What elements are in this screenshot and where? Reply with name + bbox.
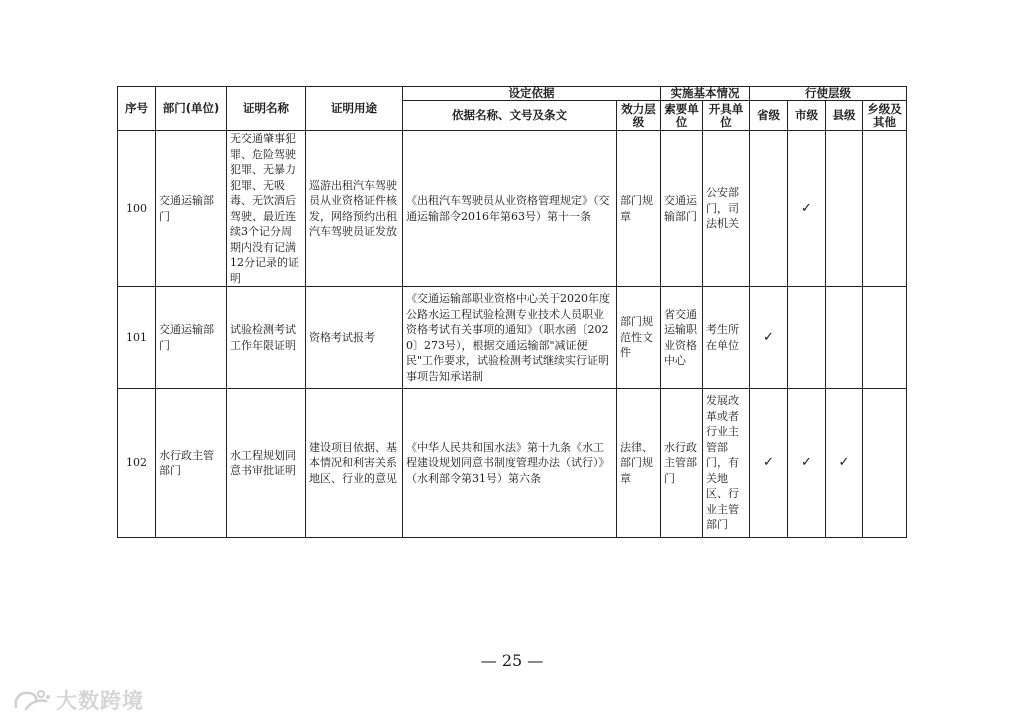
cell-dept: 交通运输部门 xyxy=(156,287,227,389)
cell-basis-name: 《中华人民共和国水法》第十九条《水工程建设规划同意书制度管理办法（试行）》（水利部令第31号）第六条 xyxy=(403,389,617,538)
cell-county: ✓ xyxy=(826,389,863,538)
table-row xyxy=(118,389,907,538)
cell-province xyxy=(750,131,788,287)
cell-cert-name: 试验检测考试工作年限证明 xyxy=(227,287,306,389)
cell-require-unit: 省交通运输职业资格中心 xyxy=(661,287,703,389)
cell-cert-use: 资格考试报考 xyxy=(306,287,403,389)
header-admin-group: 行使层级 xyxy=(750,87,907,101)
cell-issue-unit: 考生所在单位 xyxy=(703,287,750,389)
cell-issue-unit: 公安部门，司法机关 xyxy=(703,131,750,287)
table-header xyxy=(118,87,907,131)
cell-cert-name: 无交通肇事犯罪、危险驾驶犯罪、无暴力犯罪、无吸毒、无饮酒后驾驶、最近连续3个记分周期内没有记满12分记录的证明 xyxy=(227,131,306,287)
cell-cert-name: 水工程规划同意书审批证明 xyxy=(227,389,306,538)
header-dept: 部门(单位) xyxy=(156,87,227,131)
cell-cert-use: 巡游出租汽车驾驶员从业资格证件核发，网络预约出租汽车驾驶员证发放 xyxy=(306,131,403,287)
cell-county xyxy=(826,131,863,287)
cell-cert-use: 建设项目依据、基本情况和利害关系地区、行业的意见 xyxy=(306,389,403,538)
header-require-unit: 索要单位 xyxy=(661,101,703,131)
table-row xyxy=(118,287,907,389)
cell-seq: 100 xyxy=(118,131,156,287)
cell-town xyxy=(863,389,907,538)
watermark-logo-icon xyxy=(12,687,52,713)
cell-dept: 交通运输部门 xyxy=(156,131,227,287)
header-town: 乡级及其他 xyxy=(863,101,907,131)
header-issue-unit: 开具单位 xyxy=(703,101,750,131)
cell-county xyxy=(826,287,863,389)
header-county: 县级 xyxy=(826,101,863,131)
cell-city: ✓ xyxy=(788,131,826,287)
header-cert-name: 证明名称 xyxy=(227,87,306,131)
header-basis-name: 依据名称、文号及条文 xyxy=(403,101,617,131)
cell-town xyxy=(863,287,907,389)
cell-level: 部门规范性文件 xyxy=(617,287,661,389)
cell-province: ✓ xyxy=(750,389,788,538)
table-row xyxy=(118,131,907,287)
header-impl-group: 实施基本情况 xyxy=(661,87,750,101)
cell-level: 法律、部门规章 xyxy=(617,389,661,538)
cell-issue-unit: 发展改革或者行业主管部门，有关地区、行业主管部门 xyxy=(703,389,750,538)
watermark xyxy=(12,686,144,714)
watermark-text: 大数跨境 xyxy=(56,689,144,713)
cell-level: 部门规章 xyxy=(617,131,661,287)
header-level: 效力层级 xyxy=(617,101,661,131)
cell-town xyxy=(863,131,907,287)
certification-table xyxy=(117,86,907,538)
page-number: — 25 — xyxy=(480,651,544,670)
cell-basis-name: 《交通运输部职业资格中心关于2020年度公路水运工程试验检测专业技术人员职业资格考试有关事项的通知》（职水函〔2020〕273号），根据交通运输部"减证便民"工作要求，试验检测考试继续实行证明事项告知承诺制 xyxy=(403,287,617,389)
header-basis-group: 设定依据 xyxy=(403,87,661,101)
cell-dept: 水行政主管部门 xyxy=(156,389,227,538)
cell-city: ✓ xyxy=(788,389,826,538)
cell-require-unit: 交通运输部门 xyxy=(661,131,703,287)
header-city: 市级 xyxy=(788,101,826,131)
cell-seq: 102 xyxy=(118,389,156,538)
header-cert-use: 证明用途 xyxy=(306,87,403,131)
cell-seq: 101 xyxy=(118,287,156,389)
header-seq: 序号 xyxy=(118,87,156,131)
cell-city xyxy=(788,287,826,389)
cell-basis-name: 《出租汽车驾驶员从业资格管理规定》（交通运输部令2016年第63号）第十一条 xyxy=(403,131,617,287)
header-province: 省级 xyxy=(750,101,788,131)
cell-require-unit: 水行政主管部门 xyxy=(661,389,703,538)
cell-province: ✓ xyxy=(750,287,788,389)
